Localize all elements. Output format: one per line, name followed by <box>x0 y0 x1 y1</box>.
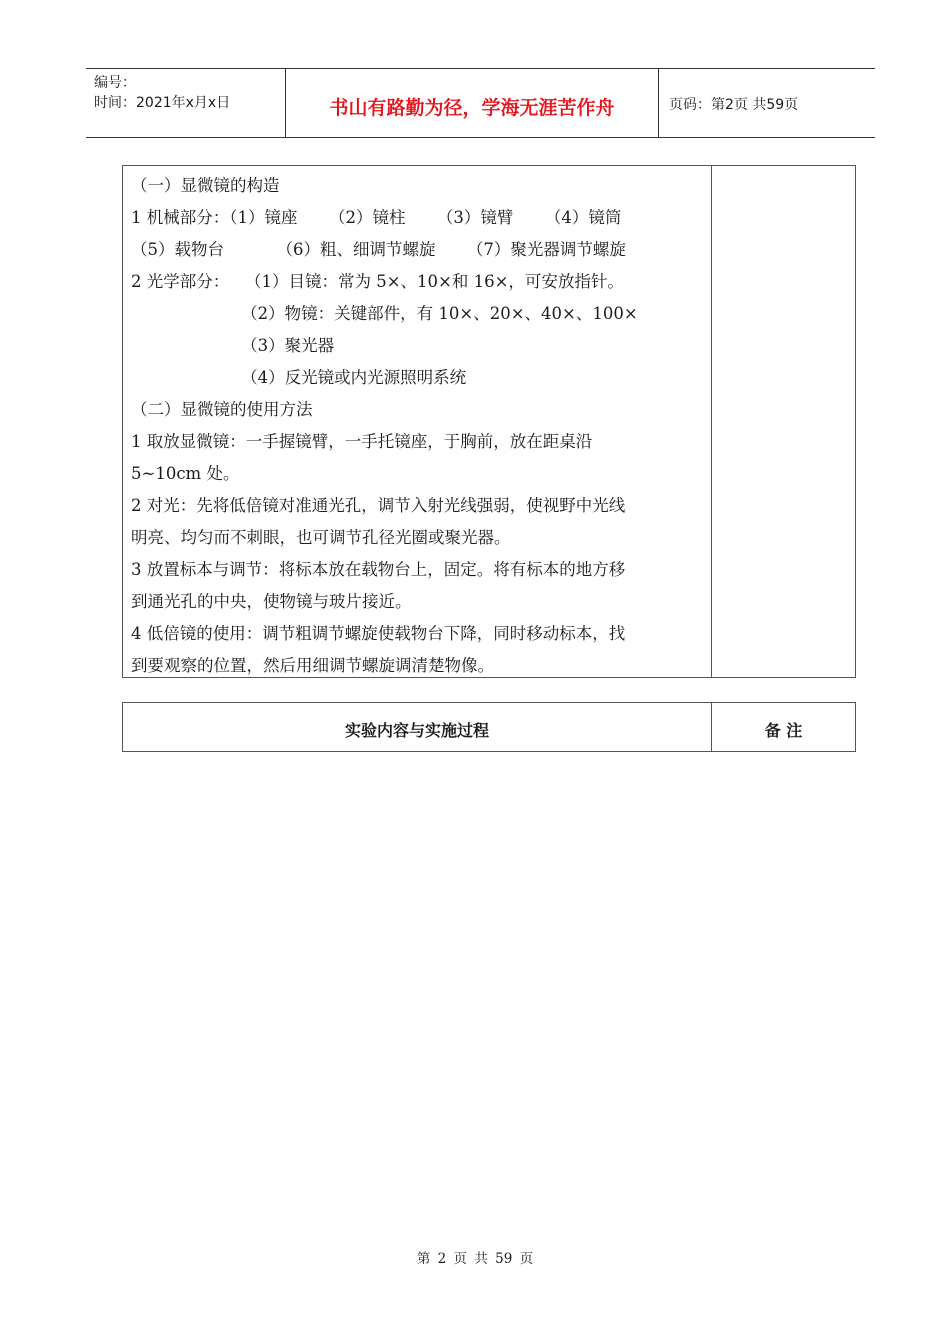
content-line: 明亮、均匀而不刺眼，也可调节孔径光圈或聚光器。 <box>131 528 511 547</box>
content-line: 2 对光：先将低倍镜对准通光孔，调节入射光线强弱，使视野中光线 <box>131 496 626 515</box>
page-info: 页码：第2页 共59页 <box>669 97 799 113</box>
section-header-table <box>122 702 856 752</box>
header-motto-cell <box>286 69 659 137</box>
serial-number-label: 编号： <box>94 75 136 91</box>
content-line: （4）反光镜或内光源照明系统 <box>131 368 467 387</box>
header-meta-cell <box>86 69 286 137</box>
content-line: 4 低倍镜的使用：调节粗调节螺旋使载物台下降，同时移动标本，找 <box>131 624 626 643</box>
content-line: 5~10cm 处。 <box>131 464 240 483</box>
date-label: 时间：2021年x月x日 <box>94 95 231 111</box>
page-number-footer: 第 2 页 共 59 页 <box>416 1251 534 1267</box>
content-line: 3 放置标本与调节：将标本放在载物台上，固定。将有标本的地方移 <box>131 560 626 579</box>
content-line: 到通光孔的中央，使物镜与玻片接近。 <box>131 592 412 611</box>
document-header <box>86 68 875 138</box>
content-line: （二）显微镜的使用方法 <box>131 400 313 419</box>
experiment-content-table <box>122 165 856 678</box>
content-line: （2）物镜：关键部件，有 10×、20×、40×、100× <box>131 304 638 323</box>
content-process-heading: 实验内容与实施过程 <box>344 721 489 740</box>
content-line: （5）载物台 （6）粗、细调节螺旋 （7）聚光器调节螺旋 <box>131 240 626 259</box>
header-page-cell <box>659 69 875 137</box>
remarks-heading: 备 注 <box>764 721 803 740</box>
content-line: 2 光学部分： （1）目镜：常为 5×、10×和 16×，可安放指针。 <box>131 272 624 291</box>
content-line: （一）显微镜的构造 <box>131 176 280 195</box>
motto-text: 书山有路勤为径，学海无涯苦作舟 <box>329 97 615 119</box>
content-line: 到要观察的位置，然后用细调节螺旋调清楚物像。 <box>131 656 494 675</box>
content-line: 1 取放显微镜：一手握镜臂，一手托镜座，于胸前，放在距桌沿 <box>131 432 593 451</box>
column-divider <box>711 166 712 677</box>
content-line: 1 机械部分：（1）镜座 （2）镜柱 （3）镜臂 （4）镜筒 <box>131 208 622 227</box>
content-line: （3）聚光器 <box>131 336 335 355</box>
